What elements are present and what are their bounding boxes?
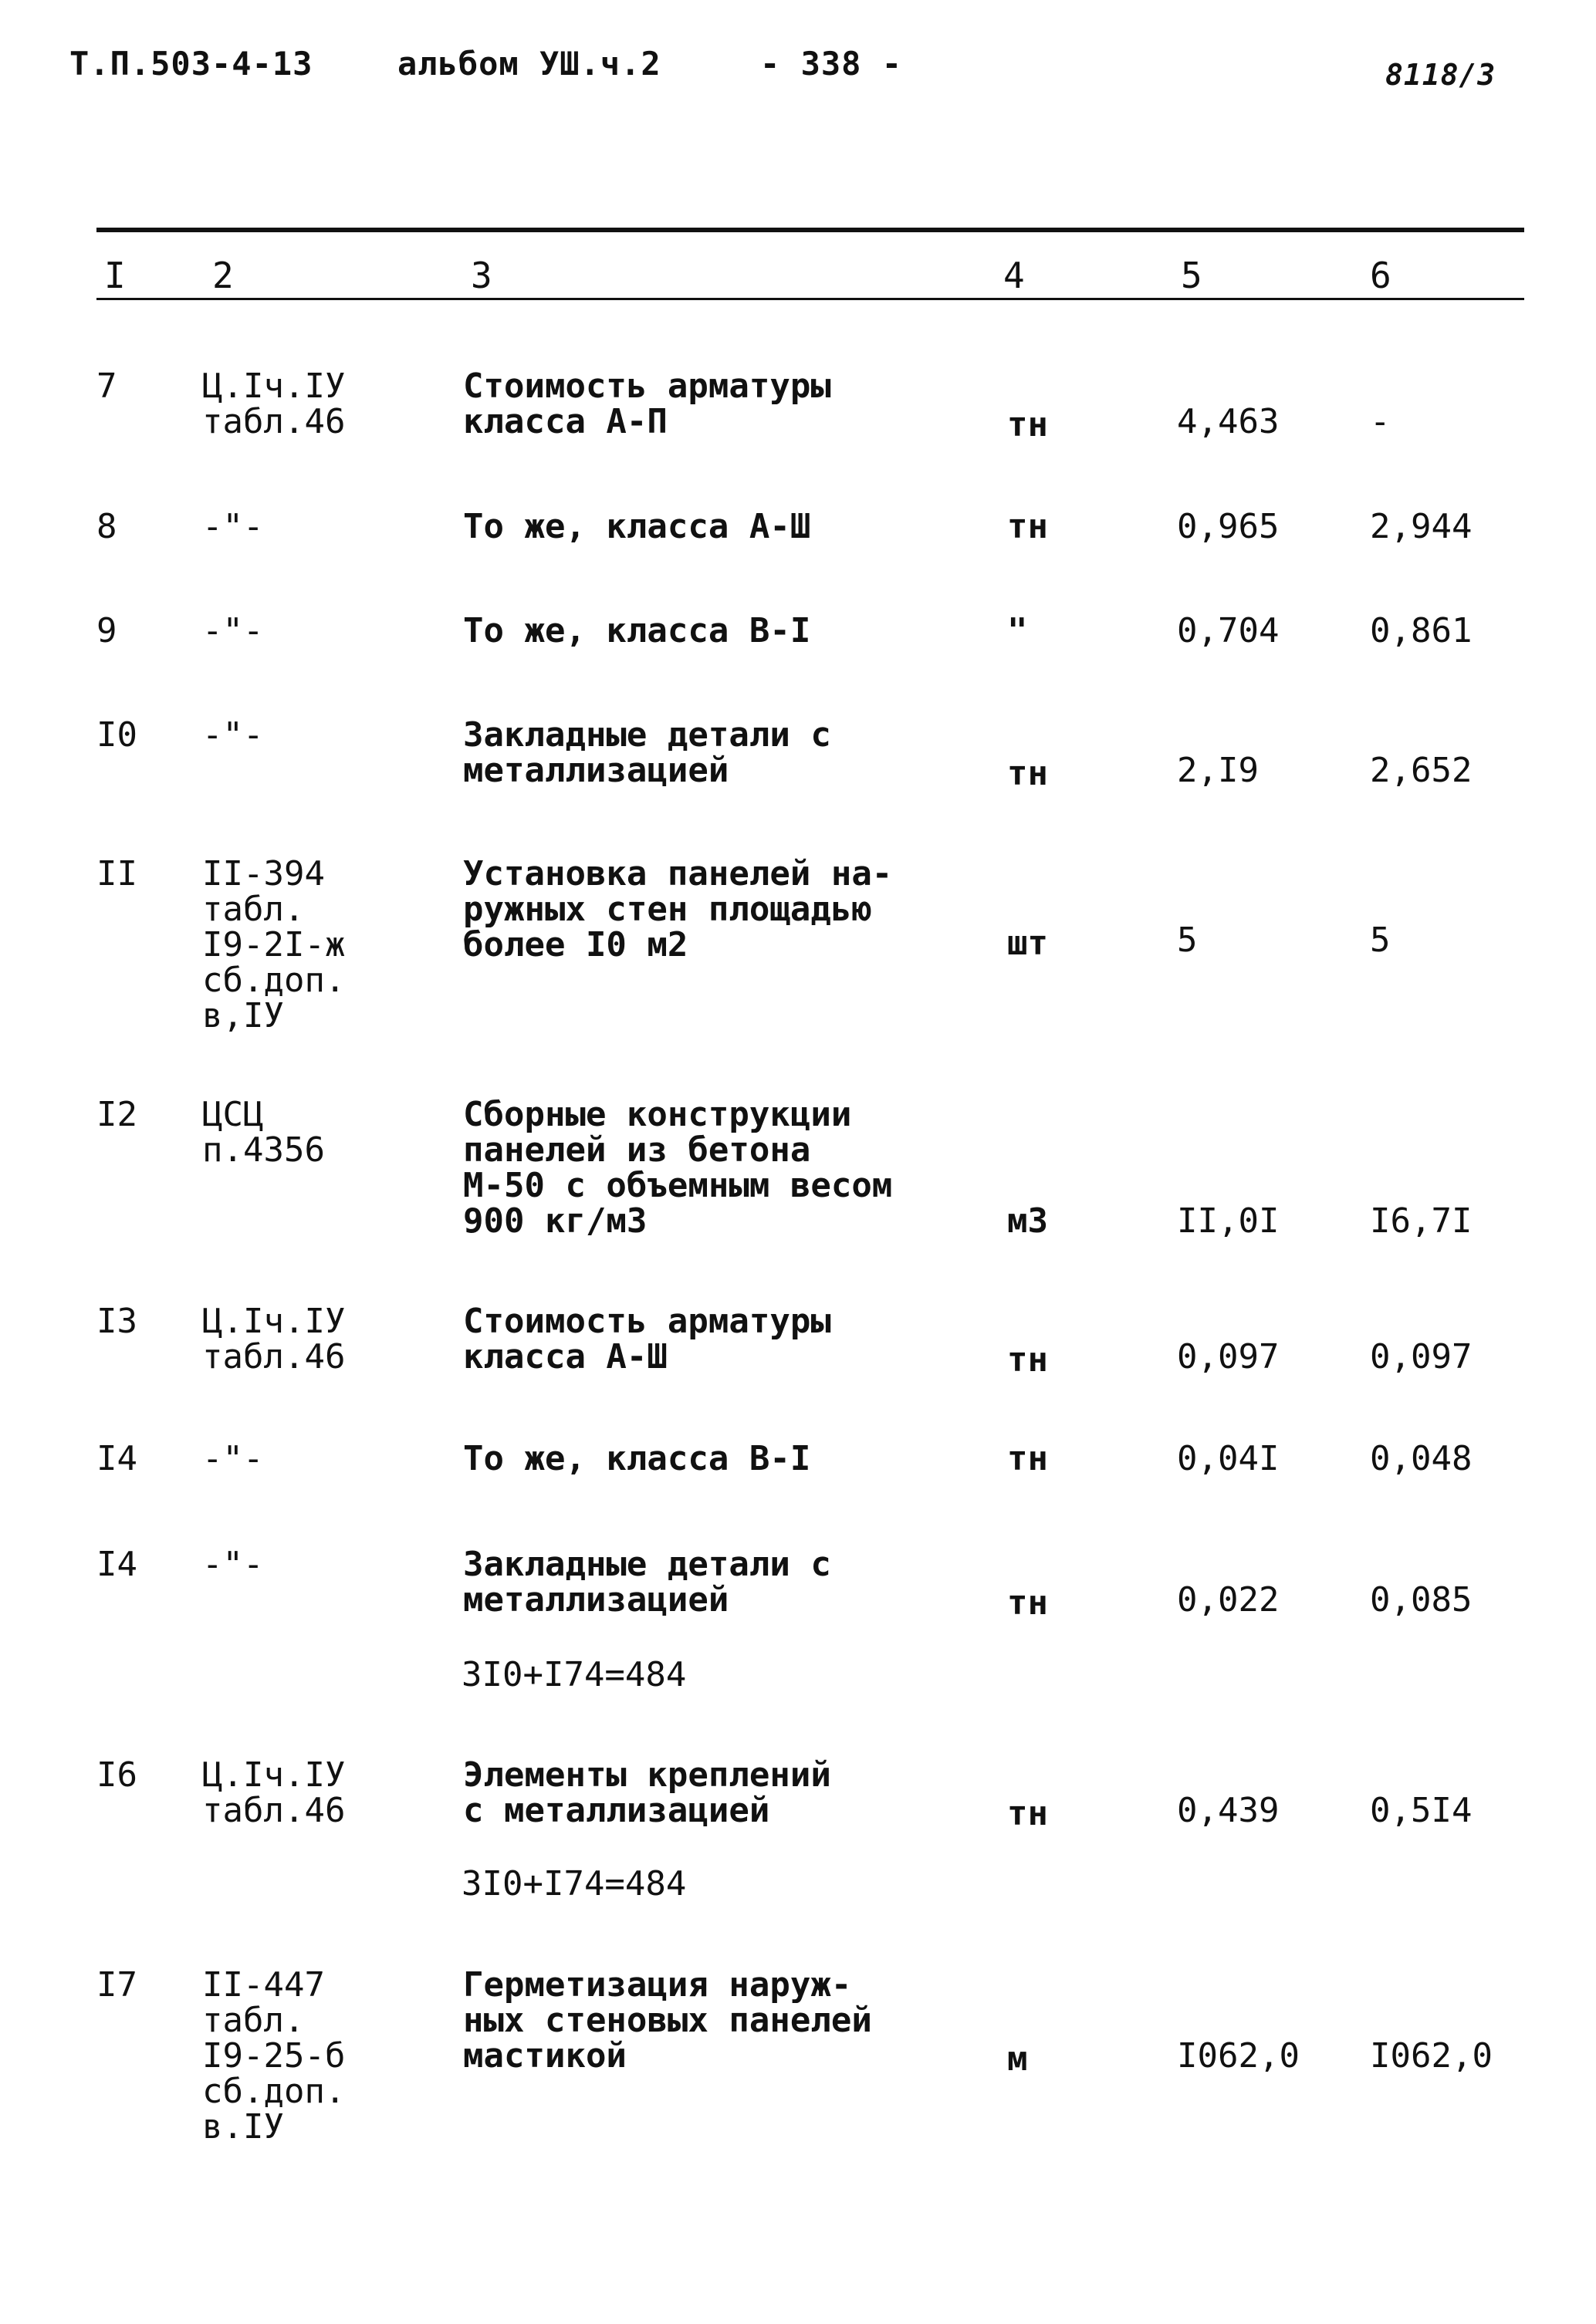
- row-description: Закладные детали с металлизацией: [463, 1545, 831, 1620]
- row-number: I6: [96, 1755, 137, 1795]
- row-unit: тн: [1007, 507, 1048, 546]
- row-reference: -"-: [202, 715, 264, 755]
- row-value-5: 5: [1177, 920, 1198, 960]
- row-note: 3I0+I74=484: [462, 1864, 687, 1903]
- row-description: Сборные конструкции панелей из бетона М-50 с объемным весом 900 кг/м3: [463, 1095, 893, 1241]
- row-reference: II-394 табл. I9-2I-ж сб.доп. в,IУ: [202, 854, 346, 1035]
- row-unit: тн: [1007, 754, 1048, 793]
- row-number: II: [96, 854, 137, 893]
- row-value-5: 0,439: [1177, 1791, 1280, 1830]
- row-description: Стоимость арматуры класса А-Ш: [463, 1302, 831, 1376]
- row-value-6: I6,7I: [1370, 1201, 1473, 1241]
- row-value-6: 5: [1370, 920, 1391, 960]
- row-value-5: 4,463: [1177, 402, 1280, 441]
- header-code: Т.П.503-4-13: [69, 45, 313, 83]
- row-value-6: I062,0: [1370, 2036, 1493, 2076]
- row-unit: м: [1007, 2039, 1028, 2079]
- row-number: 8: [96, 507, 117, 546]
- row-reference: ЦСЦ п.4356: [202, 1095, 325, 1170]
- header-document-number: 8118/3: [1385, 58, 1496, 92]
- row-value-6: 2,652: [1370, 751, 1473, 790]
- row-reference: Ц.Iч.IУ табл.46: [202, 1755, 346, 1830]
- row-note: 3I0+I74=484: [462, 1655, 687, 1694]
- row-value-6: 0,085: [1370, 1580, 1473, 1620]
- row-reference: II-447 табл. I9-25-б сб.доп. в.IУ: [202, 1965, 346, 2147]
- row-reference: -"-: [202, 1545, 264, 1584]
- row-reference: -"-: [202, 1439, 264, 1478]
- row-value-5: 2,I9: [1177, 751, 1259, 790]
- row-number: 9: [96, 611, 117, 650]
- row-description: Стоимость арматуры класса А-П: [463, 367, 831, 441]
- row-value-5: 0,704: [1177, 611, 1280, 650]
- header-album: альбом УШ.ч.2: [397, 45, 661, 83]
- header-page-number: - 338 -: [760, 45, 903, 83]
- row-number: I3: [96, 1302, 137, 1341]
- row-description: То же, класса В-I: [463, 611, 811, 650]
- row-number: I4: [96, 1545, 137, 1584]
- row-description: То же, класса А-Ш: [463, 507, 811, 546]
- row-value-5: I062,0: [1177, 2036, 1300, 2076]
- table-top-rule: [96, 228, 1524, 232]
- row-value-5: 0,04I: [1177, 1439, 1280, 1478]
- row-value-6: 0,861: [1370, 611, 1473, 650]
- row-reference: Ц.Iч.IУ табл.46: [202, 1302, 346, 1376]
- row-number: I4: [96, 1439, 137, 1478]
- row-description: То же, класса В-I: [463, 1439, 811, 1478]
- row-value-6: 2,944: [1370, 507, 1473, 546]
- row-value-6: 0,097: [1370, 1337, 1473, 1376]
- row-reference: -"-: [202, 611, 264, 650]
- column-header-5: 5: [1181, 255, 1202, 296]
- column-header-rule: [96, 298, 1524, 300]
- row-number: I2: [96, 1095, 137, 1134]
- row-reference: -"-: [202, 507, 264, 546]
- column-header-4: 4: [1003, 255, 1025, 296]
- row-unit: тн: [1007, 405, 1048, 444]
- row-value-5: 0,097: [1177, 1337, 1280, 1376]
- row-value-6: 0,5I4: [1370, 1791, 1473, 1830]
- row-value-5: 0,022: [1177, 1580, 1280, 1620]
- row-description: Установка панелей на- ружных стен площадью более I0 м2: [463, 854, 893, 964]
- row-description: Герметизация наруж- ных стеновых панелей мастикой: [463, 1965, 872, 2076]
- row-unit: тн: [1007, 1794, 1048, 1833]
- column-header-6: 6: [1370, 255, 1391, 296]
- column-header-1: I: [104, 255, 126, 296]
- row-description: Закладные детали с металлизацией: [463, 715, 831, 790]
- row-unit: шт: [1007, 924, 1048, 963]
- row-value-5: II,0I: [1177, 1201, 1280, 1241]
- column-header-2: 2: [212, 255, 234, 296]
- row-number: 7: [96, 367, 117, 406]
- row-unit: тн: [1007, 1439, 1048, 1478]
- row-value-5: 0,965: [1177, 507, 1280, 546]
- column-header-3: 3: [471, 255, 492, 296]
- row-value-6: 0,048: [1370, 1439, 1473, 1478]
- row-number: I0: [96, 715, 137, 755]
- row-description: Элементы креплений с металлизацией: [463, 1755, 831, 1830]
- row-unit: м3: [1007, 1201, 1048, 1241]
- row-reference: Ц.Iч.IУ табл.46: [202, 367, 346, 441]
- row-number: I7: [96, 1965, 137, 2005]
- row-value-6: -: [1370, 402, 1391, 441]
- row-unit: тн: [1007, 1340, 1048, 1380]
- row-unit: тн: [1007, 1583, 1048, 1623]
- row-unit: ": [1007, 611, 1028, 650]
